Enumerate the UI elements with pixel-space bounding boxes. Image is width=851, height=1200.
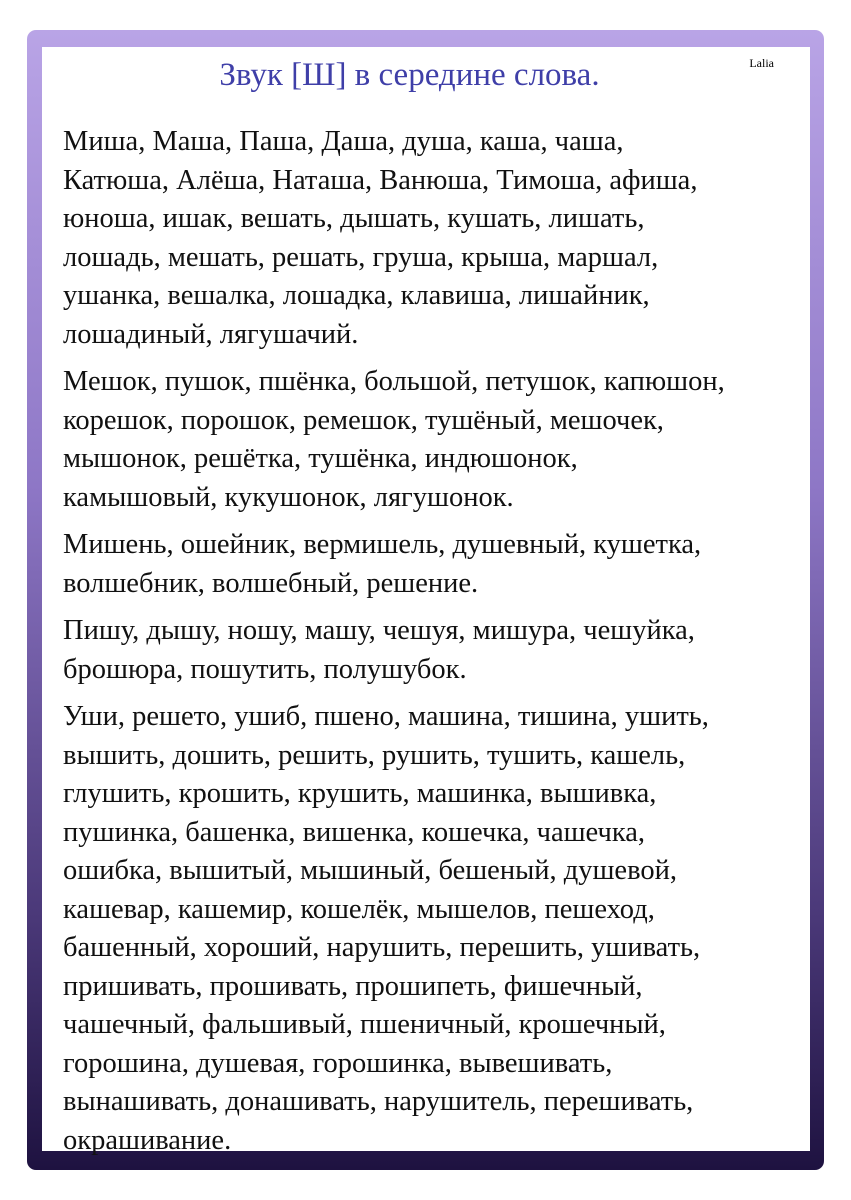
text-line: волшебник, волшебный, решение. xyxy=(63,567,479,599)
text-line: камышовый, кукушонок, лягушонок. xyxy=(63,481,514,513)
text-line: кашевар, кашемир, кошелёк, мышелов, пешеход, xyxy=(63,893,655,925)
text-line: чашечный, фальшивый, пшеничный, крошечный, xyxy=(63,1009,666,1040)
text-line: ушанка, вешалка, лошадка, клавиша, лишайник, xyxy=(63,280,650,311)
paragraph-2 xyxy=(63,363,803,517)
text-line: глушить, крошить, крушить, машинка, вышивка, xyxy=(63,778,657,809)
text-line: окрашивание. xyxy=(63,1124,232,1156)
paragraph-4 xyxy=(63,612,803,689)
word-list xyxy=(63,123,803,1169)
text-line: лошадиный, лягушачий. xyxy=(63,318,359,350)
text-line: горошина, душевая, горошинка, вывешивать, xyxy=(63,1047,613,1079)
text-line: мышонок, решётка, тушёнка, индюшонок, xyxy=(63,443,578,474)
paragraph-1 xyxy=(63,123,803,354)
text-line: пришивать, прошивать, прошипеть, фишечный, xyxy=(63,970,643,1002)
text-line: Катюша, Алёша, Наташа, Ванюша, Тимоша, афиша, xyxy=(63,164,698,196)
paragraph-3 xyxy=(63,526,803,603)
text-line: башенный, хороший, нарушить, перешить, ушивать, xyxy=(63,932,701,963)
text-line: Пишу, дышу, ношу, машу, чешуя, мишура, чешуйка, xyxy=(63,615,695,646)
text-line: брошюра, пошутить, полушубок. xyxy=(63,653,467,685)
text-line: Мешок, пушок, пшёнка, большой, петушок, капюшон, xyxy=(63,366,725,397)
text-line: вынашивать, донашивать, нарушитель, перешивать, xyxy=(63,1086,694,1117)
text-line: вышить, дошить, решить, рушить, тушить, кашель, xyxy=(63,739,686,771)
text-line: лошадь, мешать, решать, груша, крыша, маршал, xyxy=(63,241,659,273)
paragraph-5 xyxy=(63,698,803,1160)
text-line: ошибка, вышитый, мышиный, бешеный, душевой, xyxy=(63,855,677,886)
text-line: Мишень, ошейник, вермишель, душевный, кушетка, xyxy=(63,529,702,560)
page-title: Звук [Ш] в середине слова. xyxy=(219,57,600,93)
text-line: Уши, решето, ушиб, пшено, машина, тишина, ушить, xyxy=(63,701,709,732)
text-line: корешок, порошок, ремешок, тушёный, мешочек, xyxy=(63,404,664,436)
text-line: юноша, ишак, вешать, дышать, кушать, лишать, xyxy=(63,203,645,234)
text-line: пушинка, башенка, вишенка, кошечка, чашечка, xyxy=(63,816,646,848)
worksheet-page xyxy=(42,47,810,1156)
author-credit: Lalia xyxy=(749,56,774,70)
text-line: Миша, Маша, Паша, Даша, душа, каша, чаша, xyxy=(63,126,624,157)
worksheet-frame xyxy=(27,30,824,1170)
